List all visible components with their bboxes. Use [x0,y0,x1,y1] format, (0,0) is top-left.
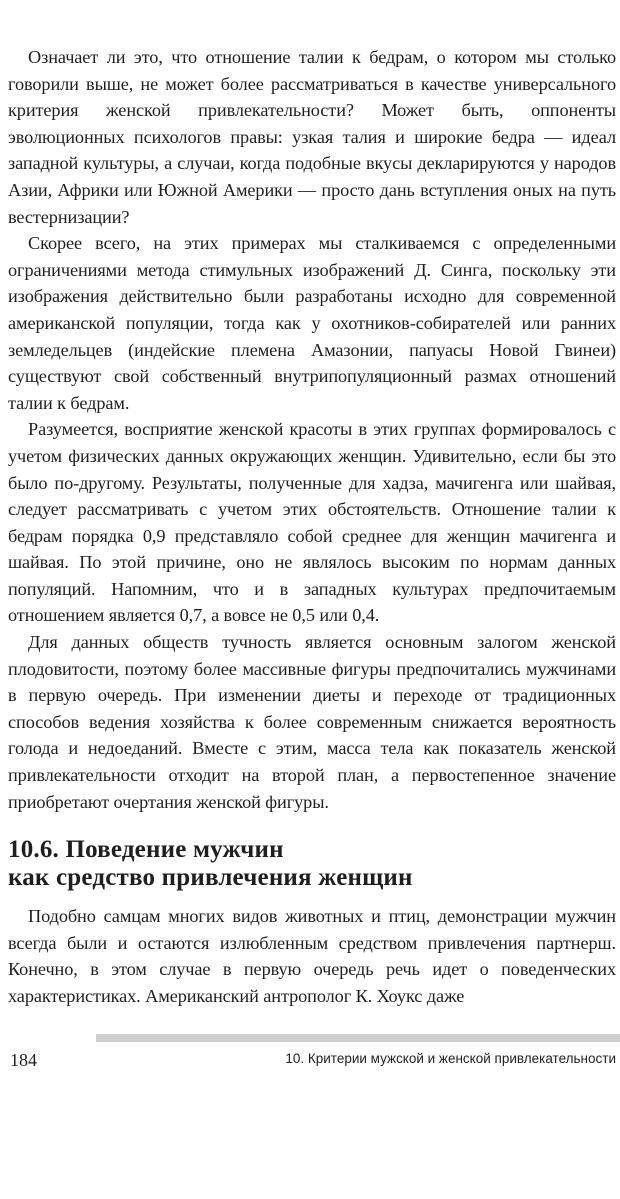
section-heading-line-1: 10.6. Поведение мужчин [8,836,284,864]
section-paragraph: Подобно самцам многих видов животных и птиц, демонстрации мужчин всегда были и остаются излюбленным средством привлечения партнерш. Конечно, в этом случае в первую очередь речь идет о поведенческих характеристиках. Американский антрополог К. Хоукс даже [8,906,616,1006]
section-heading [8,836,616,892]
footer-rule [96,1034,620,1042]
paragraph-3: Разумеется, восприятие женской красоты в этих группах формировалось с учетом физических данных окружающих женщин. Удивительно, если бы это было по-другому. Результаты, полученные для хадза, мачигенга или шайвая, следует рассматривать с учетом этих обстоятельств. Отношение талии к бедрам порядка 0,9 представляло собой среднее для женщин мачигенга и шайвая. По этой причине, оно не являлось высоким по нормам данных популяций. Напомним, что и в западных культурах предпочитаемым отношением является 0,7, а вовсе не 0,5 или 0,4. [8,419,616,626]
paragraph-4: Для данных обществ тучность является основным залогом женской плодовитости, поэтому более массивные фигуры предпочитались мужчинами в первую очередь. При изменении диеты и переходе от традиционных способов ведения хозяйства к более современным снижается вероятность голода и недоеданий. Вместе с этим, масса тела как показатель женской привлекательности отходит на второй план, а первостепенное значение приобретают очертания женской фигуры. [8,632,616,812]
body-text [8,44,616,1010]
section-heading-line-2: как средство привлечения женщин [8,864,413,892]
paragraph-2: Скорее всего, на этих примерах мы сталкиваемся с определенными ограничениями метода стимульных изображений Д. Синга, поскольку эти изображения действительно были разработаны исходно для современной американской популяции, тогда как у охотников-собирателей или ранних земледельцев (индейские племена Амазонии, папуасы Новой Гвинеи) существуют свой собственный внутрипопуляционный размах отношений талии к бедрам. [8,233,616,413]
running-head: 10. Критерии мужской и женской привлекательности [285,1051,616,1066]
page-number: 184 [10,1050,37,1070]
paragraph-1: Означает ли это, что отношение талии к бедрам, о котором мы столько говорили выше, не может более рассматриваться в качестве универсального критерия женской привлекательности? Может быть, оппоненты эволюционных психологов правы: узкая талия и широкие бедра — идеал западной культуры, а случаи, когда подобные вкусы декларируются у народов Азии, Африки или Южной Америки — просто дань вступления оных на путь вестернизации? [8,47,616,227]
